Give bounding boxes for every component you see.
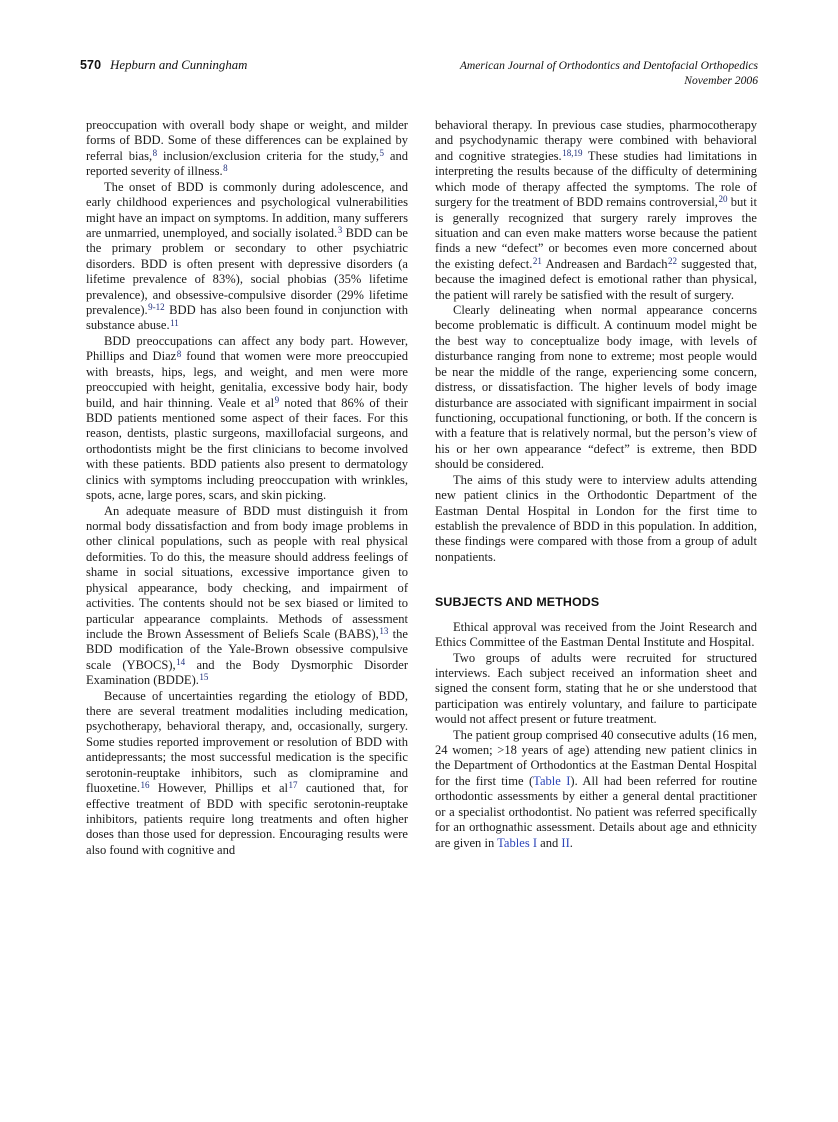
body-paragraph: behavioral therapy. In previous case studies, pharmocotherapy and psychodynamic therapy were combined with behavioral and cognitive strategies.$^{18,19}$ These studies had limitations in interpreting the results because of the difficulty of determining which mode of therapy affected the symptoms. The role of surgery for the treatment of BDD remains controversial,$^{20}$ but it is generally recognized that surgery rarely improves the situation and can even make matters worse because the patient finds a new “defect” or becomes even more concerned about the existing defect.$^{21}$ Andreasen and Bardach$^{22}$ suggested that, because the imagined defect is emotional rather than physical, the patient will rarely be satisfied with the result of surgery. (435, 118, 757, 302)
body-paragraph: Because of uncertainties regarding the etiology of BDD, there are several treatment modalities including medication, psychotherapy, behavioral therapy, and, occasionally, surgery. Some studies reported improvement or resolution of BDD with antidepressants; the most successful medication is the specific serotonin-reuptake inhibitors, such as clomipramine and fluoxetine.$^{16}$ However, Phillips et al$^{17}$ cautioned that, for effective treatment of BDD with specific serotonin-reuptake inhibitors, patients require long treatments and often higher doses than those used for depression. Encouraging results were also found with cognitive and (86, 688, 408, 857)
issue-date: November 2006 (684, 74, 758, 87)
body-paragraph: BDD preoccupations can affect any body part. However, Phillips and Diaz$^8$ found that women were more preoccupied with breasts, hips, legs, and weight, and men were more preoccupied with height, genitalia, excessive body hair, body build, and hair thinning. Veale et al$^9$ noted that 86% of their BDD patients mentioned some aspect of their faces. For this reason, dentists, plastic surgeons, maxillofacial surgeons, and orthodontists might be the first clinicians to become involved with these patients. BDD patients also present to dermatology clinics with symptoms including preoccupation with wrinkles, spots, acne, large pores, scars, and skin picking. (86, 333, 408, 503)
body-paragraph: The aims of this study were to interview adults attending new patient clinics in the Orthodontic Department of the Eastman Dental Hospital in London for the first time to establish the prevalence of BDD in this population. In addition, these findings were compared with those from a group of adult nonpatients. (435, 472, 757, 564)
reference-superscript[interactable]: 8 (176, 348, 182, 359)
reference-superscript[interactable]: 9 (274, 394, 280, 405)
table-cross-reference-link[interactable]: II (561, 835, 570, 850)
table-cross-reference-link[interactable]: Table I (533, 773, 571, 788)
reference-superscript[interactable]: 9-12 (148, 302, 165, 313)
reference-superscript[interactable]: 21 (532, 256, 542, 267)
reference-superscript[interactable]: 17 (288, 780, 298, 791)
table-cross-reference-link[interactable]: Tables I (497, 835, 538, 850)
reference-superscript[interactable]: 13 (379, 626, 389, 637)
body-paragraph: The onset of BDD is commonly during adolescence, and early childhood experiences and psychological vulnerabilities might have an impact on symptoms. In addition, many sufferers are unmarried, unemployed, and socially isolated.$^3$ BDD can be the primary problem or secondary to other psychiatric disorders. BDD is often present with depressive disorders (a lifetime prevalence of 83%), social phobias (35% lifetime prevalence), and obsessive-compulsive disorder (29% lifetime prevalence).$^{9-12}$ BDD has also been found in conjunction with substance abuse.$^{11}$ (86, 179, 408, 333)
section-heading-space-below (435, 611, 757, 620)
body-paragraph: Two groups of adults were recruited for structured interviews. Each subject received an information sheet and signed the consent form, stating that he or she understood that participation was entirely voluntary, and failure to participate would not affect present or future treatment. (435, 650, 757, 727)
body-paragraph: Ethical approval was received from the Joint Research and Ethics Committee of the Eastman Dental Institute and Hospital. (435, 619, 757, 650)
left-column (86, 118, 408, 858)
body-paragraph: preoccupation with overall body shape or weight, and milder forms of BDD. Some of these differences can be explained by referral bias,$^8$ inclusion/exclusion criteria for the study,$^5$ and reported severity of illness.$^8$ (86, 118, 409, 179)
body-paragraph: Clearly delineating when normal appearance concerns become problematic is difficult. A continuum model might be the best way to conceptualize body image, with levels of disturbance ranging from none to extreme; most people would be near the middle of the range, experiencing some concern, distress, or dissatisfaction. The higher levels of body image disturbance are associated with significant impairment in social functioning, occupational functioning, or both. If the concern is with a feature that is relatively normal, but the person’s view of his or her own appearance “defect” is extreme, then BDD should be considered. (435, 303, 757, 472)
reference-superscript[interactable]: 5 (379, 148, 385, 159)
reference-superscript[interactable]: 14 (176, 656, 186, 667)
reference-superscript[interactable]: 3 (337, 225, 343, 236)
two-column-body (86, 118, 757, 858)
reference-superscript[interactable]: 22 (668, 256, 678, 267)
running-head-left (80, 58, 247, 73)
page-number: 570 (80, 58, 102, 72)
journal-title: American Journal of Orthodontics and Dentofacial Orthopedics (459, 59, 758, 72)
body-paragraph: The patient group comprised 40 consecutive adults (16 men, 24 women; >18 years of age) attending new patient clinics in the Department of Orthodontics at the Eastman Dental Hospital for the first time (Table I). All had been referred for routine orthodontic assessments by either a general dental practitioner or a specialist orthodontist. No patient was referred specifically for an orthognathic assessment. Details about age and ethnicity are given in Tables I and II. (435, 727, 758, 850)
reference-superscript[interactable]: 11 (170, 317, 179, 328)
body-paragraph: An adequate measure of BDD must distinguish it from normal body dissatisfaction and from body image problems in other clinical populations, such as people with real physical deformities. To do this, the measure should address feelings of shame in social situations, excessive importance given to physical appearance, body checking, and impairment of activities. The contents should not be sex biased or limited to particular appearance complaints. Methods of assessment include the Brown Assessment of Beliefs Scale (BABS),$^{13}$ the BDD modification of the Yale-Brown obsessive compulsive scale (YBOCS),$^{14}$ and the Body Dysmorphic Disorder Examination (BDDE).$^{15}$ (86, 503, 409, 688)
reference-superscript[interactable]: 8 (152, 148, 158, 159)
reference-superscript[interactable]: 15 (199, 672, 209, 683)
running-head (80, 58, 758, 102)
reference-superscript[interactable]: 18,19 (562, 148, 583, 159)
running-head-authors: Hepburn and Cunningham (110, 58, 248, 72)
section-heading-space-above (435, 565, 757, 595)
reference-superscript[interactable]: 8 (223, 163, 228, 174)
running-head-right (460, 58, 758, 88)
reference-superscript[interactable]: 16 (140, 780, 150, 791)
right-column (435, 118, 757, 858)
section-heading-subjects-and-methods: SUBJECTS AND METHODS (435, 595, 600, 610)
reference-superscript[interactable]: 20 (718, 194, 728, 205)
